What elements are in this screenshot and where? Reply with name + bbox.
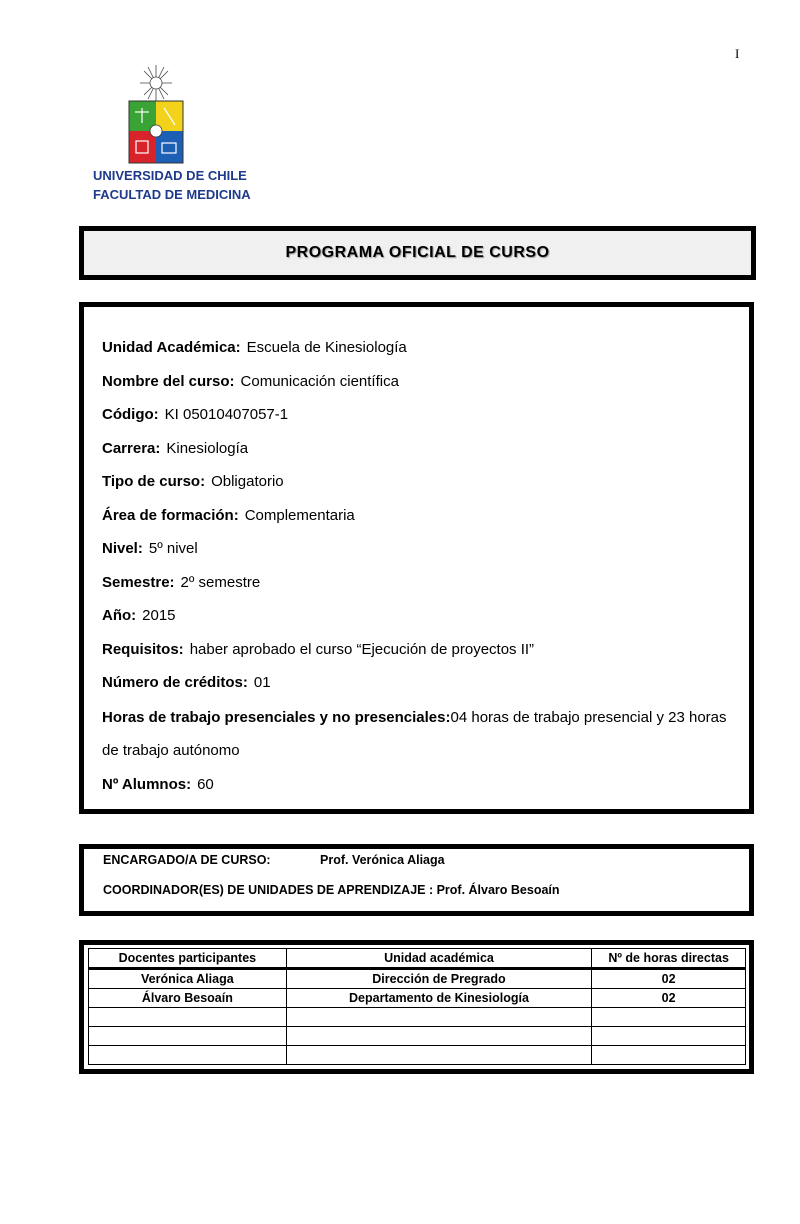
coordinador-row: COORDINADOR(ES) DE UNIDADES DE APRENDIZAJE : Prof. Álvaro Besoaín [103,883,560,897]
encargado-value: Prof. Verónica Aliaga [320,853,445,867]
university-crest-logo [128,63,184,169]
header-docentes: Docentes participantes [89,949,287,969]
course-info-list [102,338,742,808]
row-anio: Año: 2015 [102,607,176,624]
header-unidad: Unidad académica [286,949,592,969]
row-semestre: Semestre: 2º semestre [102,573,261,591]
title-box [79,226,756,280]
row-nombre: Nombre del curso: Comunicación científica [102,372,399,390]
page-number: I [735,46,740,61]
table-row-empty [89,1046,746,1065]
table-row-empty [89,1027,746,1046]
row-nivel: Nivel: 5º nivel [102,540,198,557]
header-horas: Nº de horas directas [592,949,746,969]
docentes-table [88,948,746,1065]
row-horas: Horas de trabajo presenciales y no presenciales:04 horas de trabajo presencial y 23 horas de trabajo autónomo [102,708,727,759]
row-alumnos: Nº Alumnos: 60 [102,775,214,793]
encargado-label: ENCARGADO/A DE CURSO: [103,853,271,867]
table-row: Verónica Aliaga Dirección de Pregrado 02 [89,969,746,989]
row-area: Área de formación: Complementaria [102,506,355,524]
row-codigo: Código: KI 05010407057-1 [102,406,289,423]
encargado-row [103,853,445,867]
table-row: Álvaro Besoaín Departamento de Kinesiología 02 [89,989,746,1008]
row-carrera: Carrera: Kinesiología [102,439,249,457]
row-tipo: Tipo de curso: Obligatorio [102,473,284,490]
row-unidad: Unidad Académica: Escuela de Kinesiología [102,339,407,356]
row-requisitos: Requisitos: haber aprobado el curso “Ejecución de proyectos II” [102,640,535,658]
page-title: PROGRAMA OFICIAL DE CURSO [285,244,550,261]
table-header-row [89,949,746,969]
faculty-name: FACULTAD DE MEDICINA [93,187,251,202]
row-creditos: Número de créditos: 01 [102,674,271,691]
table-row-empty [89,1008,746,1027]
university-name: UNIVERSIDAD DE CHILE [93,168,247,183]
